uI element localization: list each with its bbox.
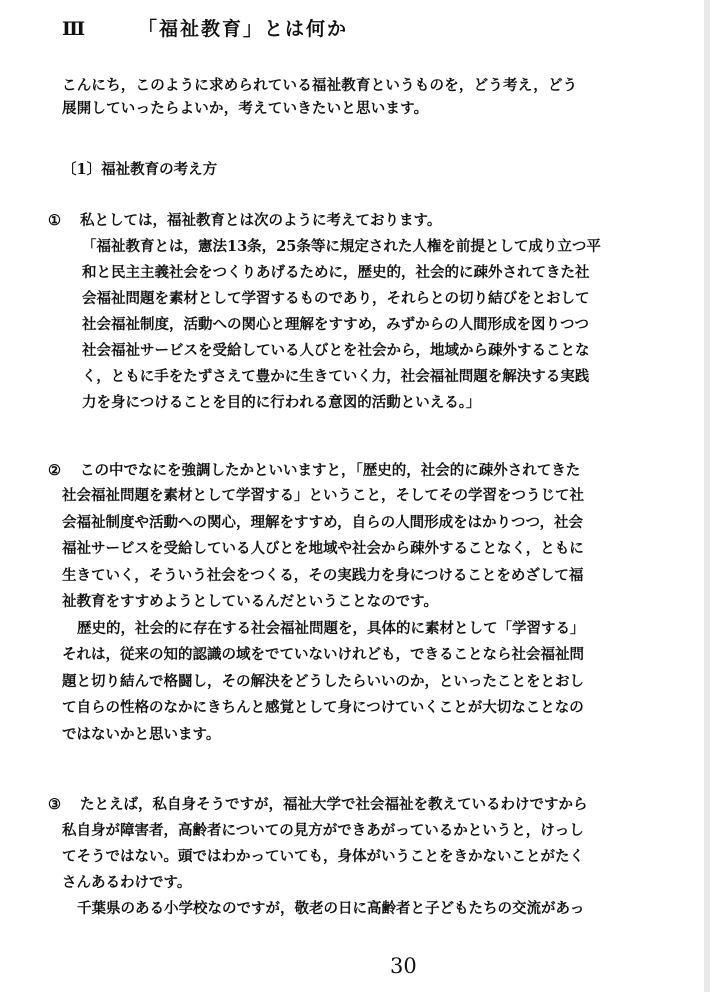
text-line: 私自身が障害者，高齢者についての見方ができあがっているかというと，けっし [62, 822, 584, 839]
quote-line: 社会福祉制度，活動への関心と理解をすすめ，みずからの人間形成を図りつつ [82, 316, 590, 333]
item-marker: ① [48, 212, 61, 229]
item-marker: ② [48, 462, 61, 479]
text-line: て自らの性格のなかにきちんと感覚として身につけていくことが大切なことなの [62, 699, 584, 716]
quote-line: 力を身につけることを目的に行われる意図的活動といえる。」 [82, 394, 481, 411]
text-line: こんにち，このように求められている福祉教育というものを，どう考え，どう [62, 77, 578, 94]
text-line: 展開していったらよいか，考えていきたいと思います。 [62, 100, 429, 117]
definition-quote [82, 234, 601, 416]
section-heading [62, 14, 348, 41]
quote-line: 社会福祉サービスを受給している人びとを社会から，地域から疎外することな [82, 342, 590, 359]
text-line: 千葉県のある小学校なのですが，敬老の日に高齢者と子どもたちの交流があっ [77, 900, 585, 917]
item-lead-text: この中でなにを強調したかといいますと，「歴史的，社会的に疎外されてきた [80, 462, 581, 479]
text-line: 歴史的，社会的に存在する社会福祉問題を，具体的に素材として「学習する」 [77, 619, 585, 637]
text-line: 社会福祉問題を素材として学習する」ということ，そしてその学習をつうじて社 [62, 487, 584, 504]
intro-paragraph [62, 74, 577, 120]
item-2-body [62, 483, 585, 748]
text-line: ではないかと思います。 [62, 725, 221, 743]
section-numeral: Ⅲ [62, 18, 86, 40]
text-line: さんあるわけです。 [62, 874, 192, 891]
item-lead-text: 私としては，福祉教育とは次のように考えております。 [80, 212, 442, 229]
page-edge-shadow [704, 0, 710, 992]
section-title: 「福祉教育」とは何か [138, 18, 349, 40]
page-number: 30 [390, 954, 417, 978]
text-line: 祉教育をすすめようとしているんだということなのです。 [62, 593, 438, 610]
quote-line: 和と民主主義社会をつくりあげるために，歴史的，社会的に疎外されてきた社 [82, 264, 590, 281]
quote-line: く，ともに手をたずさえて豊かに生きていく力，社会福祉問題を解決する実践 [82, 368, 590, 385]
text-line: 福祉サービスを受給している人びとを地域や社会から疎外することなく，ともに [62, 540, 584, 557]
text-line: てそうではない。頭ではわかっていても，身体がいうことをきかないことがたく [62, 848, 584, 865]
text-line: それは，従来の知的認識の域をでていないけれども，できることなら社会福祉問 [62, 646, 584, 663]
quote-line: 会福祉問題を素材として学習するものであり，それらとの切り結びをとおして [82, 290, 590, 307]
text-line: 会福祉制度や活動への関心，理解をすすめ，自らの人間形成をはかりつつ，社会 [62, 513, 583, 531]
item-marker: ③ [48, 796, 61, 813]
text-line: 題と切り結んで格闘し，その解決をどうしたらいいのか，といったことをとおし [62, 672, 584, 690]
subsection-heading: 〔1〕福祉教育の考え方 [62, 161, 218, 178]
text-line: 生きていく，そういう社会をつくる，その実践力を身につけることをめざして福 [62, 566, 584, 584]
quote-line: 「福祉教育とは，憲法13条，25条等に規定された人権を前提として成り立つ平 [82, 238, 601, 255]
item-lead-text: たとえば，私自身そうですが，福祉大学で社会福祉を教えているわけですから [80, 796, 588, 813]
item-3-body [62, 818, 584, 922]
